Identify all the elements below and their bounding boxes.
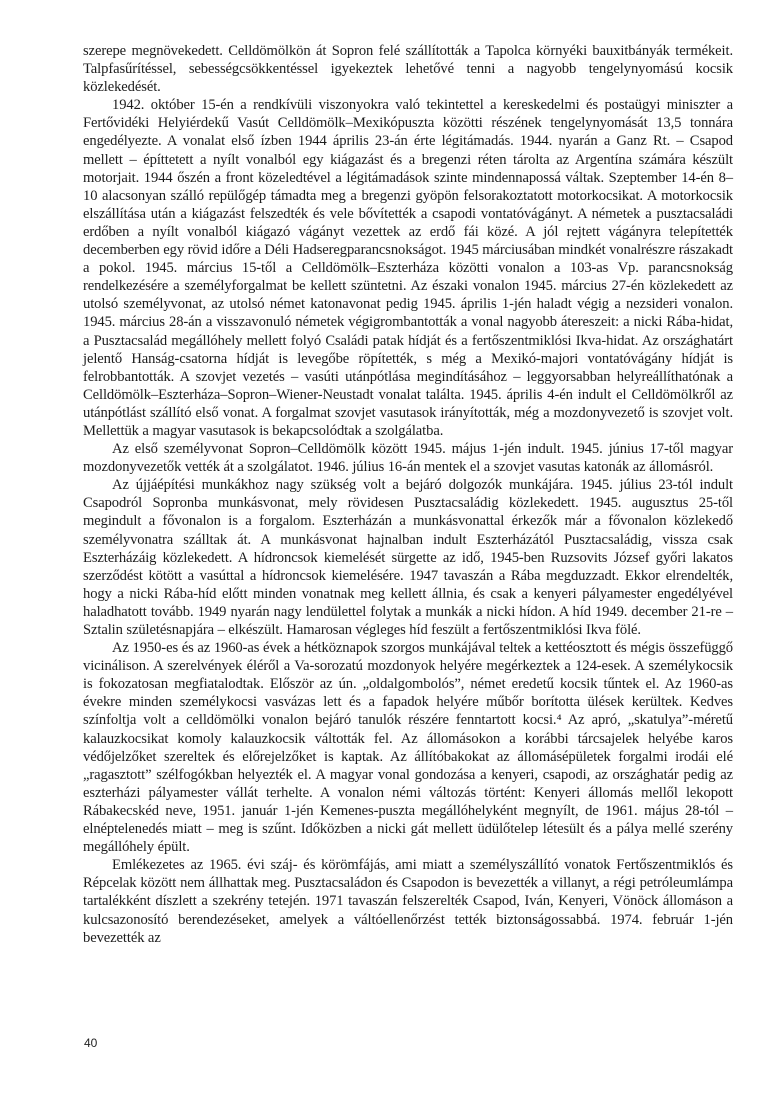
paragraph: Az 1950-es és az 1960-as évek a hétköznapok szorgos munkájával teltek a kettéosztott és mégis összefüggő vicinálison. A szerelvények éléről a Va-sorozatú mozdonyok helyére megérkeztek a 124-esek. A személykocsik is fokozatosan megfiatalodtak. Először az ún. „oldalgombolós”, német eredetű kocsik tűntek el. Az 1960-as évekre minden személykocsi vasvázas lett és a fapadok helyére műbőr borította ülések kerültek. Kedves színfoltja volt a celldömölki vonalon bejáró tanulók részére fenntartott kocsi.⁴ Az apró, „skatulya”-méretű kalauzkocsikat komoly kalauzkocsik váltották fel. Az állomásokon a korábbi tárcsajelek helyébe karos védőjelzőket szereltek és előrejelzőket is kaptak. Az állítóbakokat az állomásépületek forgalmi irodái elé „ragasztott” szélfogókban helyezték el. A magyar vonal gondozása a kenyeri, csapodi, az országhatár pedig az eszterházi pályamester vállát terhelte. A vonalon némi változás történt: Kenyeri állomás mellől lekopott Rábakecskéd neve, 1951. január 1-jén Kemenes-puszta megállóhelyként megnyílt, de 1961. május 28-tól – elnéptelenedés miatt – meg is szűnt. Időközben a nicki gát mellett üdülőtelep létesült és a pálya mellé szerény megállóhely épült. <box>83 640 733 856</box>
paragraph: Az újjáépítési munkákhoz nagy szükség volt a bejáró dolgozók munkájára. 1945. július 23-tól indult Csapodról Sopronba munkásvonat, mely rövidesen Pusztacsaládig közlekedett. 1945. augusztus 25-től megindult a fővonalon is a forgalom. Eszterházán a munkásvonattal érkezők már a fővonalon közlekedő személyvonatra szálltak át. A munkásvonat hajnalban indult Eszterházától Pusztacsaládig, vissza csak Eszterházáig közlekedett. A hídroncsok kiemelését sürgette az idő, 1945-ben Ruzsovits József győri lakatos szerződést kötött a vasúttal a hídroncsok kiemelésére. 1947 tavaszán a Rába megduzzadt. Ekkor elrendelték, hogy a nicki Rába-híd előtt minden vonatnak meg kellett állnia, és csak a kenyeri pályamester engedélyével haladhatott tovább. 1949 nyarán nagy lendülettel folytak a munkák a nicki hídon. A híd 1949. december 21-re – Sztalin születésnapjára – elkészült. Hamarosan végleges híd feszült a fertőszentmiklósi Ikva fölé. <box>83 477 733 638</box>
paragraph: szerepe megnövekedett. Celldömölkön át Sopron felé szállították a Tapolca környéki bauxitbányák termékeit. Talpfasűrítéssel, sebességcsökkentéssel igyekeztek lehetővé tenni a nagyobb tengelynyomású kocsik közlekedését. <box>83 43 733 96</box>
paragraph: Emlékezetes az 1965. évi száj- és körömfájás, ami miatt a személyszállító vonatok Fertőszentmiklós és Répcelak között nem állhattak meg. Pusztacsaládon és Csapodon is bevezették a villanyt, a régi petróleumlámpa tartalékként díszlett a szekrény tetején. 1971 tavaszán felszerelték Csapod, Iván, Kenyeri, Vönöck állomáson a kulcsazonosító berendezéseket, amelyek a váltóellenőrzést tették biztonságossabbá. 1974. február 1-jén bevezették az <box>83 857 733 946</box>
body-text <box>83 42 733 947</box>
paragraph: 1942. október 15-én a rendkívüli viszonyokra való tekintettel a kereskedelmi és postaügyi miniszter a Fertővidéki Helyiérdekű Vasút Celldömölk–Mexikópuszta közötti részének tengelynyomását 13,5 tonnára engedélyezte. A vonalat első ízben 1944 április 23-án érte légitámadás. 1944. nyarán a Ganz Rt. – Csapod mellett – építtetett a nyílt vonalból egy kiágazást és a bregenzi réten tárolta az Argentína számára készült motorjait. 1944 őszén a front közeledtével a légitámadások szinte mindennapossá váltak. Szeptember 14-én 8–10 alacsonyan szálló repülőgép támadta meg a bregenzi gyöpön felsorakoztatott motorkocsikat. A motorkocsik elszállítása után a kiágazást felszedték és vele bővítették a csapodi vontatóvágányt. A németek a pusztacsaládi erdőben a nyílt vonalból kiágazó vágányt vezettek az erdő fái közé. A jól rejtett vágányra telepítették decemberben egy rövid időre a Déli Hadseregparancsnokságot. 1945 márciusában mindkét vonalrészre rászakadt a pokol. 1945. március 15-től a Celldömölk–Eszterháza közötti vonalon a 103-as Vp. parancsnokság rendelkezésére a személyforgalmat be kellett szüntetni. Az északi vonalon 1945. március 27-én közlekedett az utolsó személyvonat, az utolsó német katonavonat pedig 1945. április 1-jén haladt végig a nezsideri vonalon. 1945. március 28-án a visszavonuló németek végigrombantották a vonal nagyobb átereszeit: a nicki Rába-hidat, a Pusztacsalád megállóhely mellett folyó Családi patak hídját és a fertőszentmiklósi Ikva-hidat. Az országhatárt jelentő Hanság-csatorna hídját is levegőbe röpítették, s még a Mexikó-majori vontatóvágány hídját is felrobbantották. A szovjet vezetés – vasúti utánpótlása megindításához – leggyorsabban helyreállíthatónak a Celldömölk–Eszterháza–Sopron–Wiener-Neustadt vonalat találta. 1945. április 4-én indult el Celldömölkről az utánpótlást szállító első vonat. A forgalmat szovjet vasutasok irányították, még a mozdonyvezető is szovjet volt. Mellettük a magyar vasutasok is bekapcsolódtak a szolgálatba. <box>83 97 733 439</box>
paragraph: Az első személyvonat Sopron–Celldömölk között 1945. május 1-jén indult. 1945. június 17-től magyar mozdonyvezetők vették át a szolgálatot. 1946. július 16-án mentek el a szovjet vasutas katonák az állomásról. <box>83 441 733 476</box>
page-number: 40 <box>84 1036 98 1050</box>
